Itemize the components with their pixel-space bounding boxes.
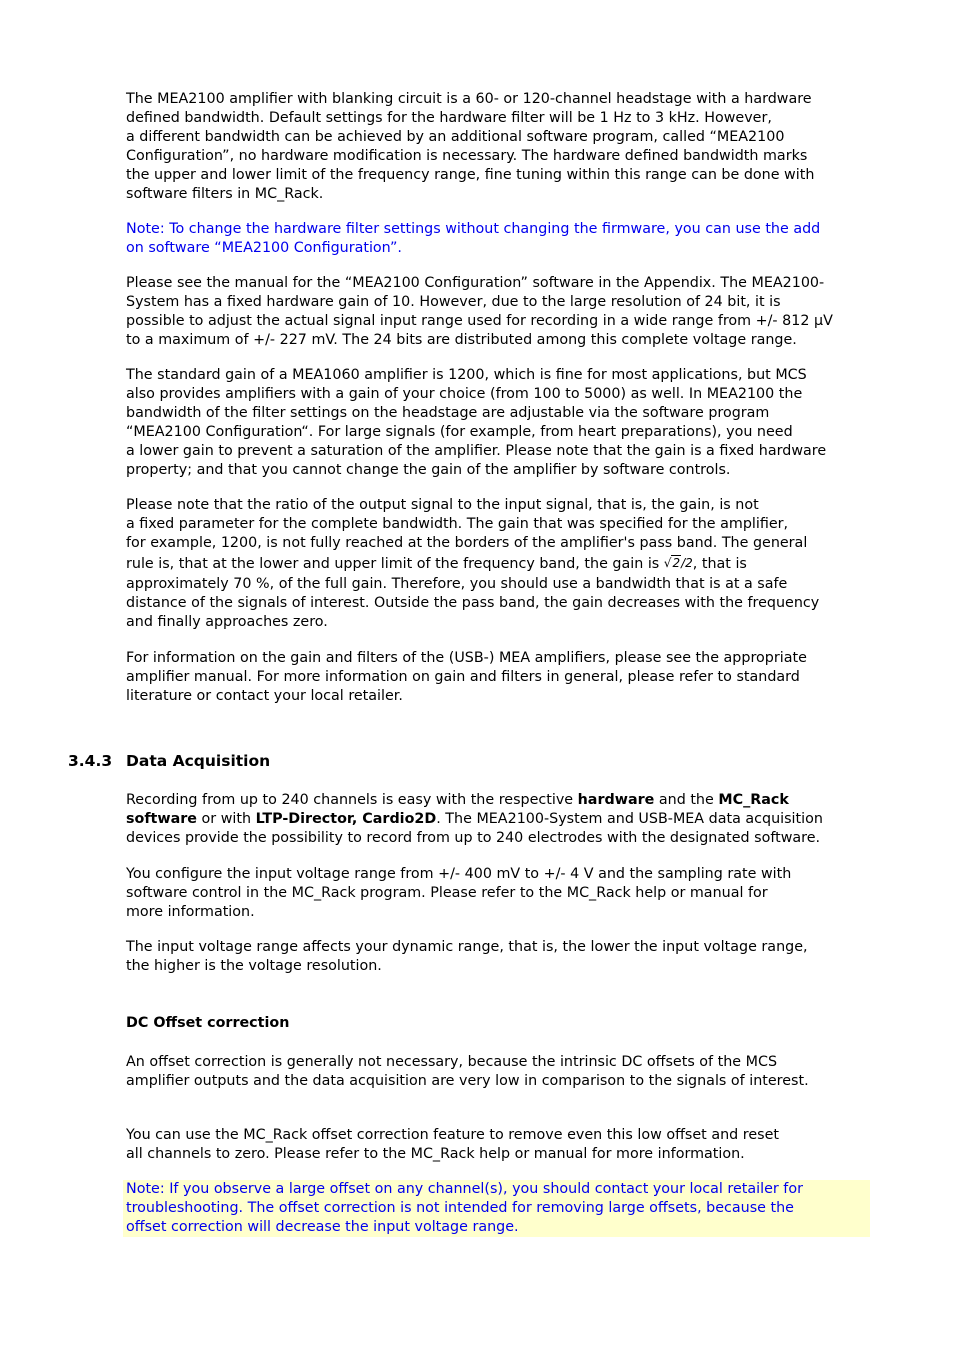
note-hardware-filter: Note: To change the hardware filter settings without changing the firmware, you can use the add on software “MEA2100 Configuration”. — [126, 221, 821, 256]
paragraph-configuration-manual: Please see the manual for the “MEA2100 Configuration” software in the Appendix. The MEA2100- System has a fixed hardware gain of 10. However, due to the large resolution of 24 bit, it is possible to adjust the actual signal input range used for recording in a wide range from +/- 812 µV to a maximum of +/- 227 mV. The 24 bits are distributed among this complete voltage range. — [126, 275, 833, 348]
paragraph-offset-not-necessary: An offset correction is generally not necessary, because the intrinsic DC offsets of the MCS amplifier outputs and the data acquisition are very low in comparison to the signals of interest. — [126, 1054, 809, 1089]
paragraph-gain-filters-info: For information on the gain and filters of the (USB-) MEA amplifiers, please see the appropriate amplifier manual. For more information on gain and filters in general, please refer to standard literature or contact your local retailer. — [126, 650, 807, 704]
paragraph-dynamic-range: The input voltage range affects your dynamic range, that is, the lower the input voltage range, the higher is the voltage resolution. — [126, 939, 808, 974]
section-title: Data Acquisition — [126, 752, 271, 770]
subheading-dc-offset: DC Offset correction — [126, 1015, 290, 1031]
paragraph-recording-channels: Recording from up to 240 channels is easy with the respective hardware and the MC_Rack software or with LTP-Director, Cardio2D. The MEA2100-System and USB-MEA data acquisition devices provide the possibility to record from up to 240 electrodes with the designated software. — [126, 792, 823, 846]
paragraph-offset-correction-feature: You can use the MC_Rack offset correction feature to remove even this low offset and reset all channels to zero. Please refer to the MC_Rack help or manual for more information. — [126, 1127, 779, 1162]
sqrt-two-over-two-formula: √2/2 — [663, 556, 693, 570]
paragraph-input-voltage-config: You configure the input voltage range from +/- 400 mV to +/- 4 V and the sampling rate with software control in the MC_Rack program. Please refer to the MC_Rack help or manual for more information. — [126, 866, 792, 920]
paragraph-standard-gain: The standard gain of a MEA1060 amplifier is 1200, which is fine for most applications, but MCS also provides amplifiers with a gain of your choice (from 100 to 5000) as well. In MEA2100 the bandwidth of the filter settings on the headstage are adjustable via the software program “MEA2100 Configuration“. For large signals (for example, from heart preparations), you need a lower gain to prevent a saturation of the amplifier. Please note that the gain is a fixed hardware property; and that you cannot change the gain of the amplifier by software controls. — [126, 367, 827, 478]
paragraph-amplifier-bandwidth: The MEA2100 amplifier with blanking circuit is a 60- or 120-channel headstage with a hardware defined bandwidth. Default settings for the hardware filter will be 1 Hz to 3 kHz. However, a different bandwidth can be achieved by an additional software program, called “MEA2100 Configuration”, no hardware modification is necessary. The hardware defined bandwidth marks the upper and lower limit of the frequency range, fine tuning within this range can be done with software filters in MC_Rack. — [126, 91, 815, 202]
note-large-offset: Note: If you observe a large offset on any channel(s), you should contact your local retailer for troubleshooting. The offset correction is not intended for removing large offsets, because the offset correction will decrease the input voltage range. — [123, 1180, 870, 1237]
paragraph-gain-ratio: Please note that the ratio of the output signal to the input signal, that is, the gain, is not a fixed parameter for the complete bandwidth. The gain that was specified for the amplifier, for example, 1200, is not fully reached at the borders of the amplifier's pass band. The general rule is, that at the lower and upper limit of the frequency band, the gain is √2/2, that is approximately 70 %, of the full gain. Therefore, you should use a bandwidth that is at a safe distance of the signals of interest. Outside the pass band, the gain decreases with the frequency and finally approaches zero. — [126, 497, 820, 630]
section-heading — [68, 751, 270, 771]
section-number: 3.4.3 — [68, 752, 113, 770]
